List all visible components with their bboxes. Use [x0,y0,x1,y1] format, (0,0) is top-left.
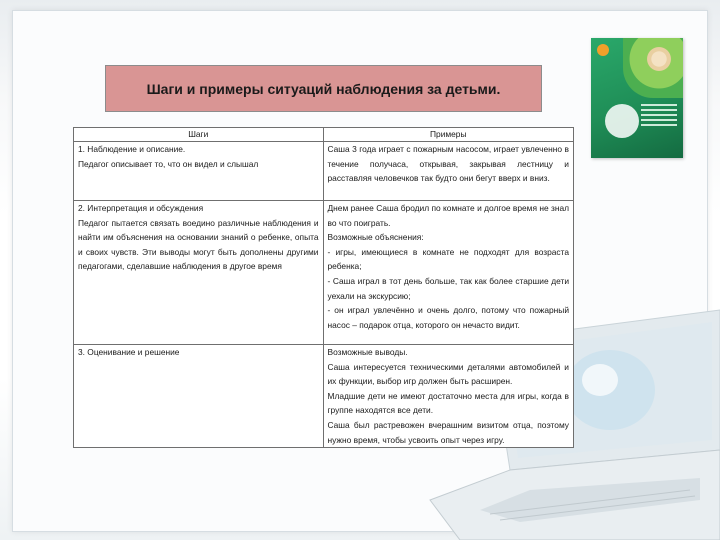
example-text: Саша интересуется техническими деталями автомобилей и их функции, выбор игр должен быть расширен. [327,361,569,387]
example-text: Днем ранее Саша бродил по комнате и долгое время не знал во что поиграть. [327,203,569,228]
step-text: Педагог описывает то, что он видел и слышал [78,158,259,169]
badge-icon [597,44,609,56]
step-cell [74,201,324,345]
example-cell [323,201,574,345]
step-title: 2. Интерпретация и обсуждения [78,203,204,213]
table-row [74,142,574,201]
step-cell [74,345,324,448]
step-cell [74,142,324,201]
example-text: Саша 3 года играет с пожарным насосом, играет увлеченно в течение получаса, открывая, закрывая лестницу и расставляя человечков так будто они бегут вверх и вниз. [327,144,569,184]
cover-text-lines [641,104,677,129]
slide-title: Шаги и примеры ситуаций наблюдения за детьми. [146,80,501,97]
table-row [74,201,574,345]
title-box [105,65,542,112]
example-text: - Саша играл в тот день больше, так как более старшие дети уехали на экскурсию; [327,275,569,301]
steps-table [73,127,574,448]
column-header-examples: Примеры [323,128,574,142]
step-title: 3. Оценивание и решение [78,347,180,357]
example-text: Младшие дети не имеют достаточно места для игры, когда в группе находятся все дети. [327,390,569,416]
example-text: Возможные объяснения: [327,232,424,243]
table-row [74,345,574,448]
example-text: Возможные выводы. [327,347,408,357]
table-header-row [74,128,574,142]
example-text: - игры, имеющиеся в комнате не подходят для возраста ребенка; [327,246,569,272]
example-cell [323,142,574,201]
example-text: - он играл увлечённо и очень долго, потому что пожарный насос – подарок отца, которого он нечасто видит. [327,305,569,330]
step-title: 1. Наблюдение и описание. [78,144,186,154]
example-cell [323,345,574,448]
step-text: Педагог пытается связать воедино различные наблюдения и найти им объяснения на основании знаний о ребенке, опыта и своих чувств. Эти выводы могут быть дополнены другими педагогами, сделавшие наблюдения в другое время [78,217,319,272]
child-photo [623,38,683,98]
book-cover-image [591,38,683,158]
example-text: Саша был растревожен вчерашним визитом отца, поэтому нужно время, чтобы усвоить опыт через игру. [327,419,569,445]
column-header-steps: Шаги [74,128,324,142]
circle-logo-icon [605,104,639,138]
